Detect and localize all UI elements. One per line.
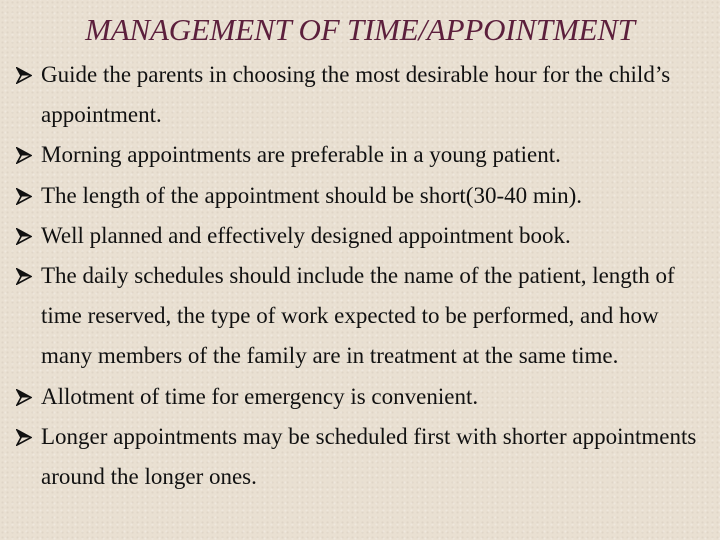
bullet-text: Guide the parents in choosing the most desirable hour for the child’s appointment. (41, 62, 671, 128)
bullet-text: The length of the appointment should be short(30-40 min). (41, 182, 583, 208)
bullet-item (15, 216, 715, 256)
bullet-item (15, 417, 715, 497)
arrow-bullet-icon (15, 55, 37, 95)
arrow-bullet-icon (15, 135, 37, 175)
bullet-item (15, 176, 715, 216)
bullet-list (15, 55, 715, 497)
bullet-text: The daily schedules should include the name of the patient, length of time reserved, the type of work expected to be performed, and how many members of the family are in treatment at the same time. (41, 263, 675, 369)
arrow-bullet-icon (15, 417, 37, 457)
bullet-text: Morning appointments are preferable in a young patient. (41, 142, 561, 168)
bullet-item (15, 256, 715, 377)
bullet-text: Longer appointments may be scheduled first with shorter appointments around the longer ones. (41, 423, 697, 490)
arrow-bullet-icon (15, 176, 37, 216)
bullet-item (15, 135, 715, 175)
bullet-text: Well planned and effectively designed appointment book. (41, 222, 571, 248)
slide-title: MANAGEMENT OF TIME/APPOINTMENT (85, 12, 635, 47)
bullet-item (15, 377, 715, 417)
arrow-bullet-icon (15, 216, 37, 256)
bullet-text: Allotment of time for emergency is convenient. (41, 383, 479, 409)
arrow-bullet-icon (15, 256, 37, 296)
bullet-item (15, 55, 715, 135)
arrow-bullet-icon (15, 377, 37, 417)
